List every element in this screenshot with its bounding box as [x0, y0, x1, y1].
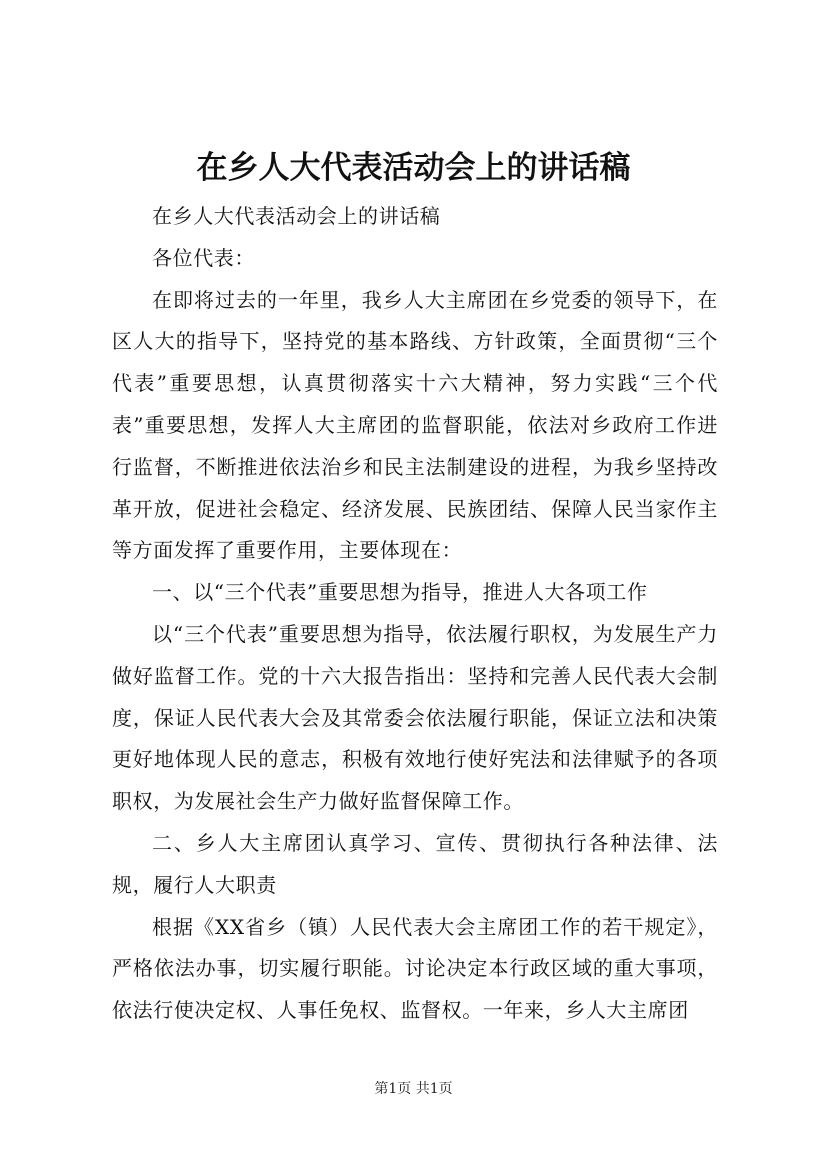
- paragraph-subtitle: 在乡人大代表活动会上的讲话稿: [152, 204, 441, 228]
- page-footer: 第1页 共1页: [374, 1081, 453, 1097]
- paragraph-section-two: 根据《XX省乡（镇）人民代表大会主席团工作的若干规定》，严格依法办事，切实履行职能。讨论决定本行政区域的重大事项，依法行使决定权、人事任免权、监督权。一年来，乡人大主席团: [112, 914, 718, 1023]
- section-heading-two: 二、乡人大主席团认真学习、宣传、贯彻执行各种法律、法规，履行人大职责: [112, 830, 718, 897]
- paragraph-intro: 在即将过去的一年里，我乡人大主席团在乡党委的领导下，在区人大的指导下，坚持党的基本路线、方针政策，全面贯彻“三个代表”重要思想，认真贯彻落实十六大精神，努力实践“三个代表”重要思想，发挥人大主席团的监督职能，依法对乡政府工作进行监督，不断推进依法治乡和民主法制建设的进程，为我乡坚持改革开放，促进社会稳定、经济发展、民族团结、保障人民当家作主等方面发挥了重要作用，主要体现在：: [112, 287, 718, 563]
- paragraph-salutation: 各位代表：: [152, 245, 255, 270]
- paragraph-section-one: 以“三个代表”重要思想为指导，依法履行职权，为发展生产力做好监督工作。党的十六大报告指出：坚持和完善人民代表大会制度，保证人民代表大会及其常委会依法履行职能，保证立法和决策更好地体现人民的意志，积极有效地行使好宪法和法律赋予的各项职权，为发展社会生产力做好监督保障工作。: [112, 621, 718, 814]
- document-title: 在乡人大代表活动会上的讲话稿: [196, 150, 631, 186]
- section-heading-one: 一、以“三个代表”重要思想为指导，推进人大各项工作: [152, 580, 648, 605]
- document-body: [112, 196, 718, 1032]
